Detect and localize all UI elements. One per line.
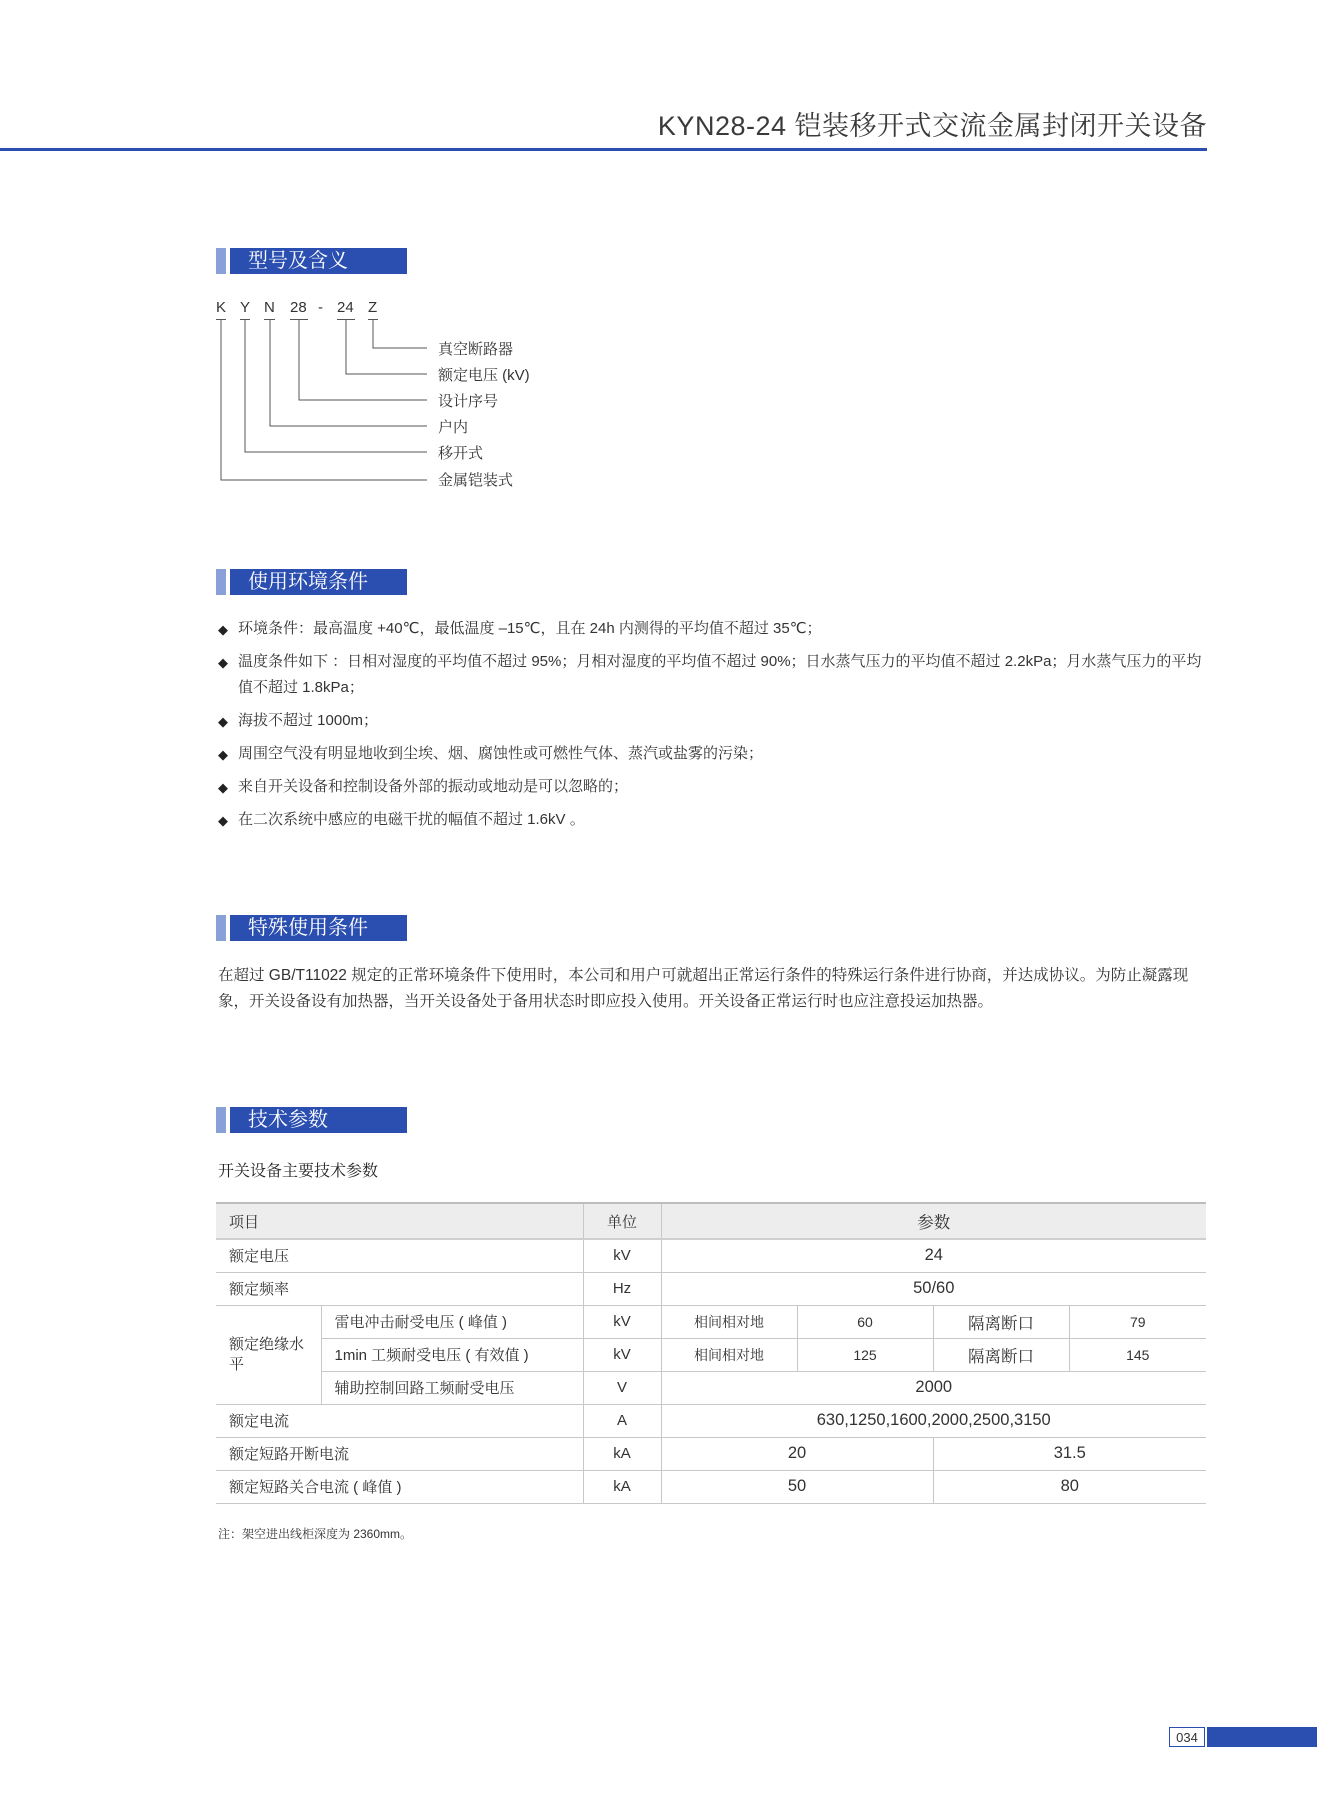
row-value: 50 <box>661 1470 933 1503</box>
row-unit: kA <box>583 1437 661 1470</box>
row-value: 630,1250,1600,2000,2500,3150 <box>661 1404 1206 1437</box>
table-row <box>216 1470 1206 1503</box>
header-item: 项目 <box>216 1203 583 1239</box>
section-heading-environment <box>216 569 407 595</box>
diamond-bullet-icon: ◆ <box>218 622 228 637</box>
cell-value: 79 <box>1069 1305 1206 1338</box>
diamond-bullet-icon: ◆ <box>218 813 228 828</box>
heading-label: 特殊使用条件 <box>230 915 407 941</box>
row-value: 80 <box>933 1470 1206 1503</box>
environment-list <box>218 616 1208 840</box>
heading-label: 技术参数 <box>230 1107 407 1133</box>
page-number-bar <box>1207 1727 1317 1747</box>
row-unit: kV <box>583 1305 661 1338</box>
diamond-bullet-icon: ◆ <box>218 780 228 795</box>
model-letter-k: K <box>216 299 227 316</box>
cell-sublabel: 隔离断口 <box>933 1338 1069 1371</box>
row-group-label: 额定绝缘水平 <box>216 1305 321 1404</box>
table-caption: 开关设备主要技术参数 <box>218 1163 379 1180</box>
list-item: ◆ 周围空气没有明显地收到尘埃、烟、腐蚀性或可燃性气体、蒸汽或盐雾的污染； <box>218 741 1208 767</box>
row-label: 额定电压 <box>216 1239 583 1272</box>
row-label: 额定频率 <box>216 1272 583 1305</box>
header-unit: 单位 <box>583 1203 661 1239</box>
section-heading-technical <box>216 1107 407 1133</box>
row-value: 2000 <box>661 1371 1206 1404</box>
row-sublabel: 辅助控制回路工频耐受电压 <box>321 1371 583 1404</box>
cell-sublabel: 相间相对地 <box>661 1305 797 1338</box>
row-sublabel: 雷电冲击耐受电压 ( 峰值 ) <box>321 1305 583 1338</box>
header-params: 参数 <box>661 1203 1206 1239</box>
list-item: ◆ 在二次系统中感应的电磁干扰的幅值不超过 1.6kV 。 <box>218 807 1208 833</box>
table-row <box>216 1272 1206 1305</box>
row-unit: kA <box>583 1470 661 1503</box>
row-unit: kV <box>583 1239 661 1272</box>
table-footnote: 注：架空进出线柜深度为 2360mm。 <box>218 1527 413 1541</box>
list-item: ◆ 来自开关设备和控制设备外部的振动或地动是可以忽略的； <box>218 774 1208 800</box>
cell-value: 145 <box>1069 1338 1206 1371</box>
heading-label: 使用环境条件 <box>230 569 407 595</box>
connector-28 <box>299 320 427 400</box>
model-letter-n: N <box>264 299 275 316</box>
connector-n <box>270 320 427 426</box>
table-header-row <box>216 1203 1206 1239</box>
diamond-bullet-icon: ◆ <box>218 655 228 670</box>
table-row <box>216 1404 1206 1437</box>
model-label-metal-armored: 金属铠装式 <box>438 472 514 489</box>
model-letter-dash: - <box>318 299 323 316</box>
model-label-design-serial: 设计序号 <box>438 393 499 410</box>
row-label: 额定短路关合电流 ( 峰值 ) <box>216 1470 583 1503</box>
special-conditions-paragraph: 在超过 GB/T11022 规定的正常环境条件下使用时，本公司和用户可就超出正常运行条件的特殊运行条件进行协商，并达成协议。为防止凝露现象，开关设备设有加热器，当开关设备处于备用状态时即应投入使用。开关设备正常运行时也应注意投运加热器。 <box>218 967 1189 1010</box>
cell-sublabel: 相间相对地 <box>661 1338 797 1371</box>
row-unit: kV <box>583 1338 661 1371</box>
model-letter-28: 28 <box>290 299 307 316</box>
table-row <box>216 1371 1206 1404</box>
model-letter-24: 24 <box>337 299 354 316</box>
row-value: 20 <box>661 1437 933 1470</box>
model-letter-z: Z <box>368 299 378 316</box>
model-letter-y: Y <box>240 299 251 316</box>
connector-24 <box>346 320 427 374</box>
heading-accent <box>216 569 226 595</box>
row-label: 额定短路开断电流 <box>216 1437 583 1470</box>
cell-sublabel: 隔离断口 <box>933 1305 1069 1338</box>
row-unit: V <box>583 1371 661 1404</box>
model-label-vacuum-breaker: 真空断路器 <box>438 341 514 358</box>
row-sublabel: 1min 工频耐受电压 ( 有效值 ) <box>321 1338 583 1371</box>
heading-label: 型号及含义 <box>230 248 407 274</box>
page-number: 034 <box>1169 1727 1205 1747</box>
row-unit: A <box>583 1404 661 1437</box>
model-label-rated-voltage: 额定电压 (kV) <box>438 367 530 384</box>
list-item: ◆ 环境条件：最高温度 +40℃，最低温度 –15℃，且在 24h 内测得的平均值不超过 35℃； <box>218 616 1208 642</box>
row-unit: Hz <box>583 1272 661 1305</box>
row-value: 50/60 <box>661 1272 1206 1305</box>
row-value: 24 <box>661 1239 1206 1272</box>
list-item: ◆ 温度条件如下 ：日相对湿度的平均值不超过 95%；月相对湿度的平均值不超过 90%；日水蒸气压力的平均值不超过 2.2kPa；月水蒸气压力的平均值不超过 1.8kPa； <box>218 649 1208 701</box>
connector-z <box>373 320 427 348</box>
model-connector-lines <box>0 0 460 500</box>
model-label-withdrawable: 移开式 <box>438 445 484 462</box>
cell-value: 60 <box>797 1305 933 1338</box>
page-header-title: KYN28-24 铠装移开式交流金属封闭开关设备 <box>657 111 1207 141</box>
table-row <box>216 1305 1206 1338</box>
section-heading-special <box>216 915 407 941</box>
heading-accent <box>216 1107 226 1133</box>
diamond-bullet-icon: ◆ <box>218 714 228 729</box>
table-row <box>216 1437 1206 1470</box>
row-value: 31.5 <box>933 1437 1206 1470</box>
diamond-bullet-icon: ◆ <box>218 747 228 762</box>
cell-value: 125 <box>797 1338 933 1371</box>
connector-y <box>245 320 427 452</box>
table-row <box>216 1338 1206 1371</box>
heading-accent <box>216 915 226 941</box>
list-item: ◆ 海拔不超过 1000m； <box>218 708 1208 734</box>
model-label-indoor: 户内 <box>438 419 469 436</box>
technical-parameters-table <box>216 1202 1206 1504</box>
table-row <box>216 1239 1206 1272</box>
row-label: 额定电流 <box>216 1404 583 1437</box>
